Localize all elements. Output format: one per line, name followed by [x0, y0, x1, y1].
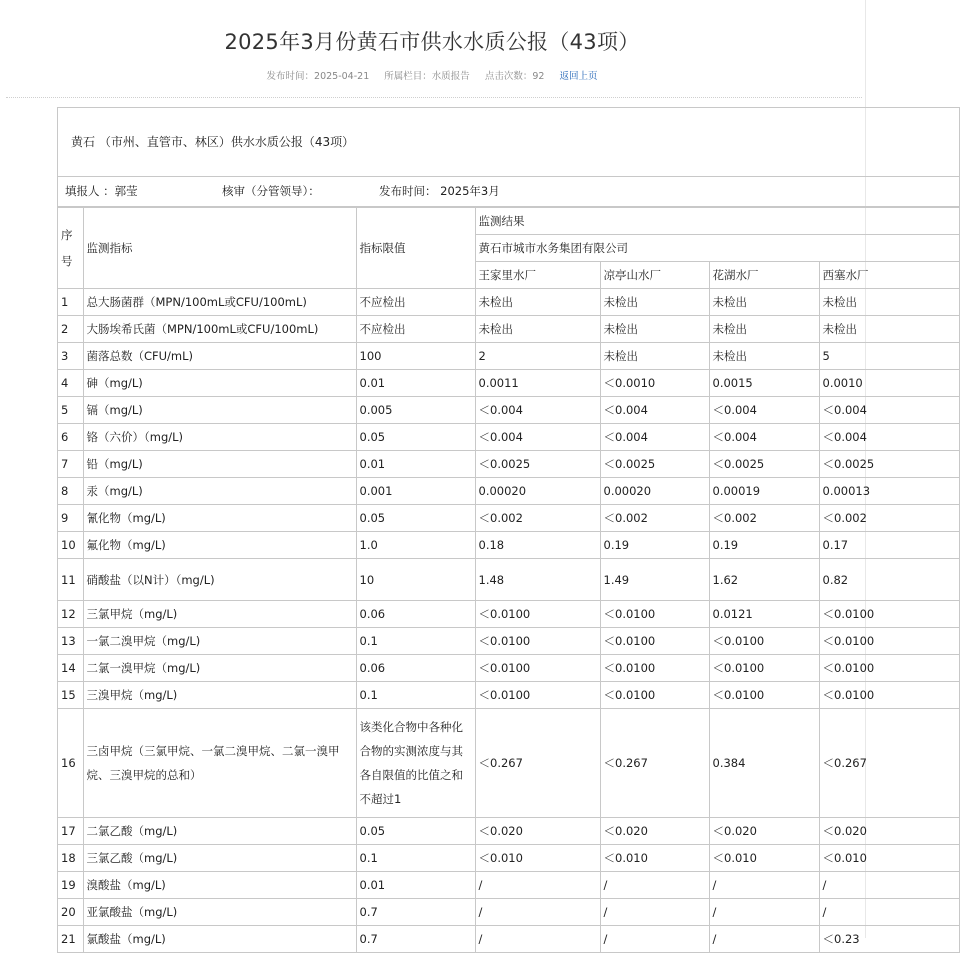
row-value: ＜0.0100: [819, 628, 959, 655]
row-value: ＜0.0100: [819, 682, 959, 709]
row-value: 0.00020: [475, 478, 600, 505]
report-header: 黄石 （市州、直管市、林区）供水水质公报（43项）: [58, 108, 959, 177]
row-indicator: 铅（mg/L): [83, 451, 356, 478]
row-value: ＜0.004: [600, 397, 709, 424]
row-value: ＜0.267: [600, 709, 709, 818]
report-box: [57, 107, 960, 953]
row-value: 0.384: [709, 709, 819, 818]
row-value: /: [475, 926, 600, 953]
row-value: ＜0.004: [475, 397, 600, 424]
row-value: ＜0.004: [709, 397, 819, 424]
table-row: [58, 872, 959, 899]
row-indicator: 大肠埃希氏菌（MPN/100mL或CFU/100mL): [83, 316, 356, 343]
row-value: ＜0.020: [819, 818, 959, 845]
row-value: 未检出: [709, 289, 819, 316]
row-value: 1.49: [600, 559, 709, 601]
row-number: 13: [58, 628, 83, 655]
table-row: [58, 559, 959, 601]
row-number: 14: [58, 655, 83, 682]
row-value: /: [600, 899, 709, 926]
row-value: 0.82: [819, 559, 959, 601]
row-number: 18: [58, 845, 83, 872]
table-row: [58, 316, 959, 343]
row-limit: 0.06: [356, 655, 475, 682]
row-value: 0.0121: [709, 601, 819, 628]
row-limit: 0.05: [356, 424, 475, 451]
row-indicator: 镉（mg/L): [83, 397, 356, 424]
row-value: 0.00013: [819, 478, 959, 505]
table-row: [58, 451, 959, 478]
row-limit: 0.01: [356, 370, 475, 397]
row-value: 0.00020: [600, 478, 709, 505]
header-company: 黄石市城市水务集团有限公司: [475, 235, 959, 262]
row-value: ＜0.002: [475, 505, 600, 532]
row-limit: 0.06: [356, 601, 475, 628]
row-value: ＜0.0100: [709, 628, 819, 655]
row-number: 11: [58, 559, 83, 601]
row-indicator: 二氯乙酸（mg/L): [83, 818, 356, 845]
row-value: ＜0.0025: [819, 451, 959, 478]
row-number: 15: [58, 682, 83, 709]
row-value: ＜0.004: [709, 424, 819, 451]
row-value: ＜0.267: [475, 709, 600, 818]
row-indicator: 总大肠菌群（MPN/100mL或CFU/100mL): [83, 289, 356, 316]
table-row: [58, 370, 959, 397]
table-row: [58, 709, 959, 818]
row-value: ＜0.0025: [475, 451, 600, 478]
row-limit: 0.01: [356, 451, 475, 478]
column-label: 所属栏目：水质报告: [384, 71, 470, 82]
row-number: 8: [58, 478, 83, 505]
publish-time: 发布时间：2025-04-21: [266, 71, 370, 82]
row-number: 17: [58, 818, 83, 845]
row-limit: 0.1: [356, 682, 475, 709]
table-row: [58, 478, 959, 505]
table-row: [58, 682, 959, 709]
row-value: 0.00019: [709, 478, 819, 505]
row-value: ＜0.0100: [600, 628, 709, 655]
table-row: [58, 926, 959, 953]
row-value: 未检出: [475, 289, 600, 316]
row-value: 未检出: [475, 316, 600, 343]
row-number: 10: [58, 532, 83, 559]
row-value: 0.0010: [819, 370, 959, 397]
row-value: /: [475, 872, 600, 899]
row-limit: 该类化合物中各种化合物的实测浓度与其各自限值的比值之和不超过1: [356, 709, 475, 818]
back-link[interactable]: 返回上页: [559, 71, 598, 82]
header-plant: 凉亭山水厂: [600, 262, 709, 289]
table-row: [58, 505, 959, 532]
row-indicator: 硝酸盐（以N计）（mg/L): [83, 559, 356, 601]
row-value: /: [709, 872, 819, 899]
table-row: [58, 424, 959, 451]
row-value: ＜0.010: [819, 845, 959, 872]
row-value: /: [819, 872, 959, 899]
row-indicator: 铬（六价）（mg/L): [83, 424, 356, 451]
click-count: 点击次数：92: [484, 71, 545, 82]
row-number: 3: [58, 343, 83, 370]
report-info-row: [58, 177, 959, 207]
row-indicator: 氯酸盐（mg/L): [83, 926, 356, 953]
water-quality-table: [58, 207, 959, 953]
row-number: 16: [58, 709, 83, 818]
dotted-divider: [6, 97, 862, 98]
row-value: 未检出: [709, 316, 819, 343]
row-indicator: 汞（mg/L): [83, 478, 356, 505]
row-indicator: 氟化物（mg/L): [83, 532, 356, 559]
row-value: 0.0011: [475, 370, 600, 397]
row-value: /: [475, 899, 600, 926]
row-value: 0.17: [819, 532, 959, 559]
row-limit: 10: [356, 559, 475, 601]
row-value: ＜0.0100: [600, 601, 709, 628]
row-number: 20: [58, 899, 83, 926]
row-value: 未检出: [600, 343, 709, 370]
row-value: ＜0.0025: [600, 451, 709, 478]
filler-label: 填报人 ：郭莹: [65, 184, 138, 198]
row-value: ＜0.0100: [600, 682, 709, 709]
row-number: 7: [58, 451, 83, 478]
row-value: ＜0.010: [709, 845, 819, 872]
row-indicator: 三卤甲烷（三氯甲烷、一氯二溴甲烷、二氯一溴甲烷、三溴甲烷的总和）: [83, 709, 356, 818]
row-value: 未检出: [600, 289, 709, 316]
header-limit: 指标限值: [356, 208, 475, 289]
row-value: 未检出: [819, 316, 959, 343]
report-publish-time: 发布时间： 2025年3月: [379, 184, 500, 198]
row-value: ＜0.0100: [709, 682, 819, 709]
row-value: /: [709, 899, 819, 926]
row-value: ＜0.0100: [475, 601, 600, 628]
row-value: ＜0.004: [475, 424, 600, 451]
article-meta: [0, 68, 864, 82]
row-number: 12: [58, 601, 83, 628]
row-value: ＜0.0100: [475, 682, 600, 709]
row-limit: 0.7: [356, 926, 475, 953]
row-value: ＜0.010: [475, 845, 600, 872]
row-value: 未检出: [819, 289, 959, 316]
row-value: 0.19: [709, 532, 819, 559]
row-value: ＜0.0100: [819, 655, 959, 682]
row-value: 0.0015: [709, 370, 819, 397]
row-value: ＜0.0010: [600, 370, 709, 397]
row-value: ＜0.020: [600, 818, 709, 845]
row-number: 21: [58, 926, 83, 953]
row-limit: 1.0: [356, 532, 475, 559]
row-limit: 0.05: [356, 818, 475, 845]
table-row: [58, 628, 959, 655]
row-value: ＜0.002: [819, 505, 959, 532]
row-indicator: 砷（mg/L): [83, 370, 356, 397]
row-number: 1: [58, 289, 83, 316]
row-limit: 不应检出: [356, 316, 475, 343]
table-row: [58, 845, 959, 872]
row-indicator: 三氯甲烷（mg/L): [83, 601, 356, 628]
row-value: 2: [475, 343, 600, 370]
row-indicator: 一氯二溴甲烷（mg/L): [83, 628, 356, 655]
table-row: [58, 899, 959, 926]
row-limit: 0.01: [356, 872, 475, 899]
header-indicator: 监测指标: [83, 208, 356, 289]
table-row: [58, 289, 959, 316]
row-value: ＜0.0100: [819, 601, 959, 628]
header-plant: 花湖水厂: [709, 262, 819, 289]
row-value: ＜0.0100: [709, 655, 819, 682]
row-limit: 0.05: [356, 505, 475, 532]
row-indicator: 二氯一溴甲烷（mg/L): [83, 655, 356, 682]
row-indicator: 菌落总数（CFU/mL): [83, 343, 356, 370]
row-number: 5: [58, 397, 83, 424]
row-value: ＜0.004: [819, 424, 959, 451]
row-indicator: 三氯乙酸（mg/L): [83, 845, 356, 872]
table-row: [58, 601, 959, 628]
row-value: ＜0.004: [600, 424, 709, 451]
row-limit: 0.001: [356, 478, 475, 505]
row-value: 1.48: [475, 559, 600, 601]
row-value: ＜0.0100: [475, 628, 600, 655]
table-row: [58, 397, 959, 424]
row-value: ＜0.002: [600, 505, 709, 532]
row-number: 2: [58, 316, 83, 343]
table-row: [58, 343, 959, 370]
header-results: 监测结果: [475, 208, 959, 235]
row-value: 1.62: [709, 559, 819, 601]
row-limit: 0.1: [356, 628, 475, 655]
row-value: ＜0.267: [819, 709, 959, 818]
page-title: 2025年3月份黄石市供水水质公报（43项）: [224, 30, 640, 54]
row-indicator: 三溴甲烷（mg/L): [83, 682, 356, 709]
row-indicator: 溴酸盐（mg/L): [83, 872, 356, 899]
row-value: /: [819, 899, 959, 926]
row-value: ＜0.0100: [600, 655, 709, 682]
row-value: ＜0.002: [709, 505, 819, 532]
row-number: 19: [58, 872, 83, 899]
row-value: ＜0.0025: [709, 451, 819, 478]
row-value: 0.18: [475, 532, 600, 559]
row-value: 未检出: [600, 316, 709, 343]
row-limit: 0.005: [356, 397, 475, 424]
row-value: 未检出: [709, 343, 819, 370]
row-value: ＜0.23: [819, 926, 959, 953]
row-number: 9: [58, 505, 83, 532]
table-row: [58, 655, 959, 682]
row-number: 6: [58, 424, 83, 451]
row-value: /: [709, 926, 819, 953]
row-value: ＜0.020: [709, 818, 819, 845]
row-limit: 不应检出: [356, 289, 475, 316]
row-limit: 100: [356, 343, 475, 370]
row-number: 4: [58, 370, 83, 397]
row-value: 0.19: [600, 532, 709, 559]
row-value: 5: [819, 343, 959, 370]
header-seq: 序号: [58, 208, 83, 289]
table-row: [58, 818, 959, 845]
row-limit: 0.1: [356, 845, 475, 872]
row-limit: 0.7: [356, 899, 475, 926]
row-value: /: [600, 926, 709, 953]
row-value: ＜0.010: [600, 845, 709, 872]
row-value: /: [600, 872, 709, 899]
reviewer-label: 核审（分管领导）：: [222, 184, 320, 198]
header-plant: 西塞水厂: [819, 262, 959, 289]
row-value: ＜0.0100: [475, 655, 600, 682]
row-indicator: 亚氯酸盐（mg/L): [83, 899, 356, 926]
row-indicator: 氰化物（mg/L): [83, 505, 356, 532]
row-value: ＜0.020: [475, 818, 600, 845]
row-value: ＜0.004: [819, 397, 959, 424]
table-row: [58, 532, 959, 559]
header-plant: 王家里水厂: [475, 262, 600, 289]
